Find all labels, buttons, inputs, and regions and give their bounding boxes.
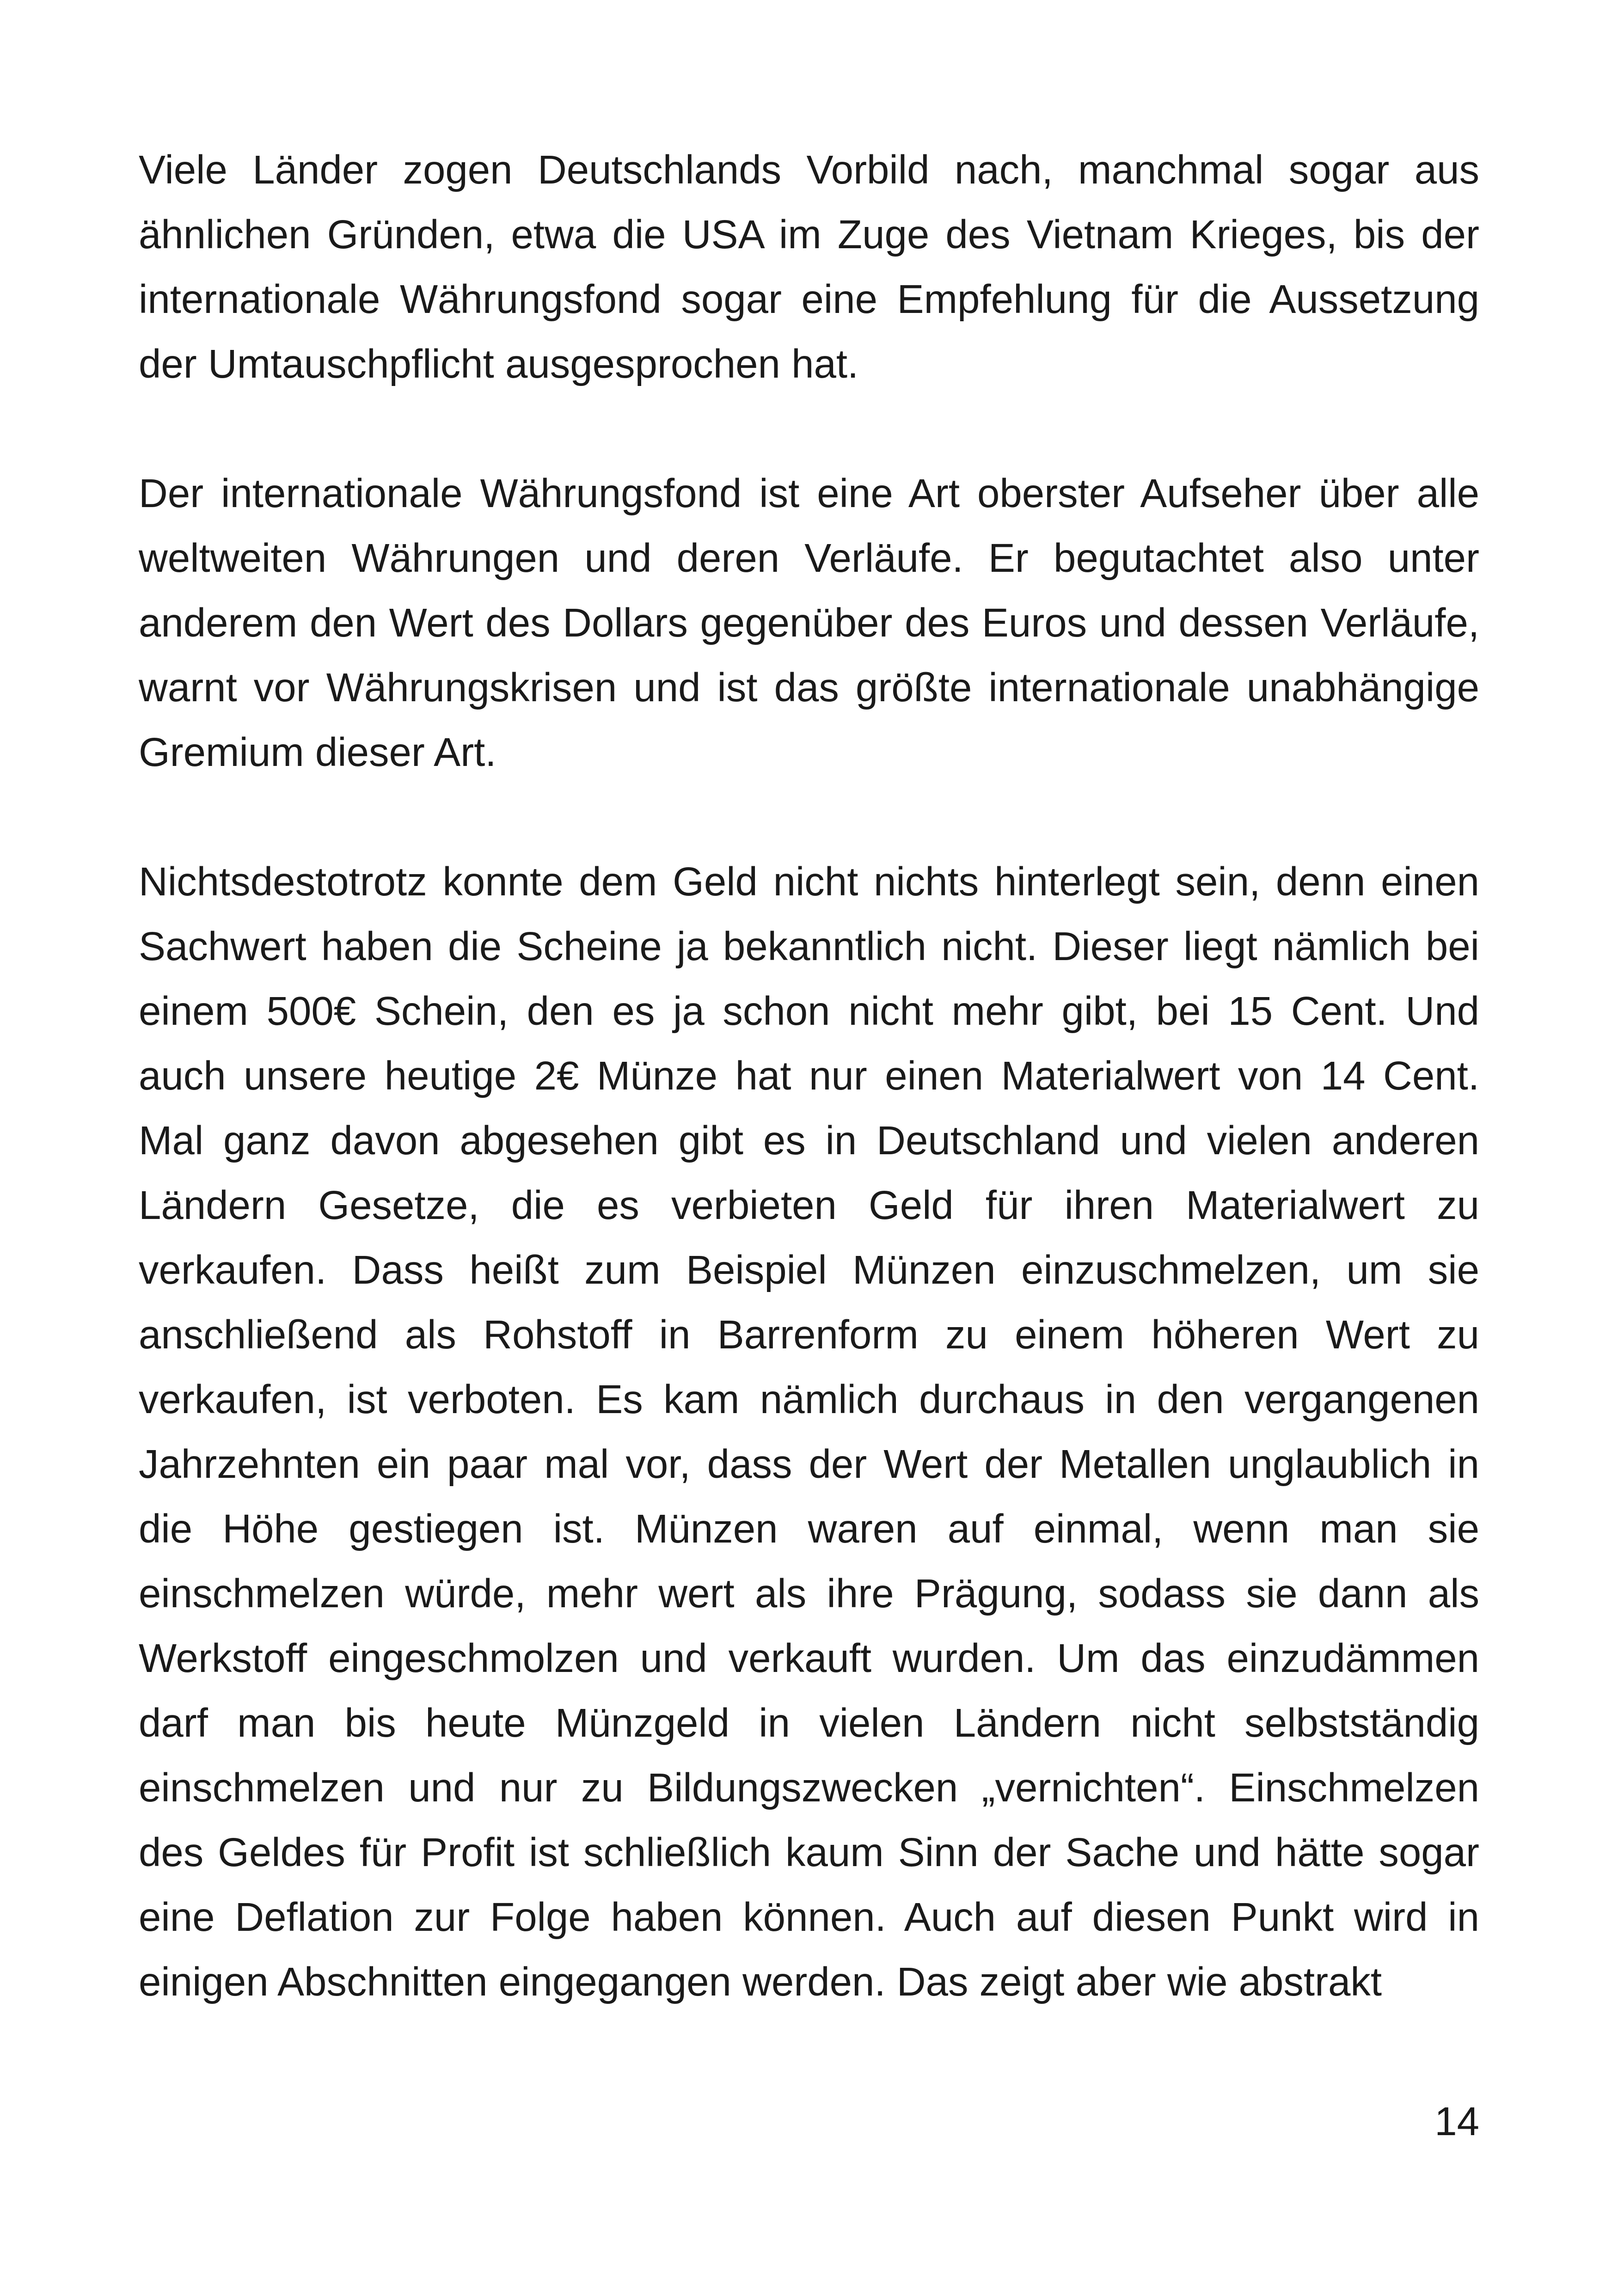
paragraph-1: Viele Länder zogen Deutschlands Vorbild nach, manchmal sogar aus ähnlichen Gründen, etwa die USA im Zuge des Vietnam Krieges, bis der internationale Währungsfond sogar eine Empfehlung für die Aussetzung der Umtauschpflicht ausgesprochen hat. bbox=[139, 147, 1479, 386]
paragraph-2: Der internationale Währungsfond ist eine Art oberster Aufseher über alle weltweiten Währungen und deren Verläufe. Er begutachtet also unter anderem den Wert des Dollars gegenüber des Euros und dessen Verläufe, warnt vor Währungskrisen und ist das größte internationale unabhängige Gremium dieser Art. bbox=[139, 471, 1479, 775]
paragraph-3: Nichtsdestotrotz konnte dem Geld nicht nichts hinterlegt sein, denn einen Sachwert haben die Scheine ja bekanntlich nicht. Dieser liegt nämlich bei einem 500€ Schein, den es ja schon nicht mehr gibt, bei 15 Cent. Und auch unsere heutige 2€ Münze hat nur einen Materialwert von 14 Cent. Mal ganz davon abgesehen gibt es in Deutschland und vielen anderen Ländern Gesetze, die es verbieten Geld für ihren Materialwert zu verkaufen. Dass heißt zum Beispiel Münzen einzuschmelzen, um sie anschließend als Rohstoff in Barrenform zu einem höheren Wert zu verkaufen, ist verboten. Es kam nämlich durchaus in den vergangenen Jahrzehnten ein paar mal vor, dass der Wert der Metallen unglaublich in die Höhe gestiegen ist. Münzen waren auf einmal, wenn man sie einschmelzen würde, mehr wert als ihre Prägung, sodass sie dann als Werkstoff eingeschmolzen und verkauft wurden. Um das einzudämmen darf man bis heute Münzgeld in vielen Ländern nicht selbstständig einschmelzen und nur zu Bildungszwecken „vernichten“. Einschmelzen des Geldes für Profit ist schließlich kaum Sinn der Sache und hätte sogar eine Deflation zur Folge haben können. Auch auf diesen Punkt wird in einigen Abschnitten eingegangen werden. Das zeigt aber wie abstrakt bbox=[139, 859, 1479, 2004]
body-text bbox=[139, 138, 1479, 2079]
page-number: 14 bbox=[1434, 2099, 1479, 2144]
